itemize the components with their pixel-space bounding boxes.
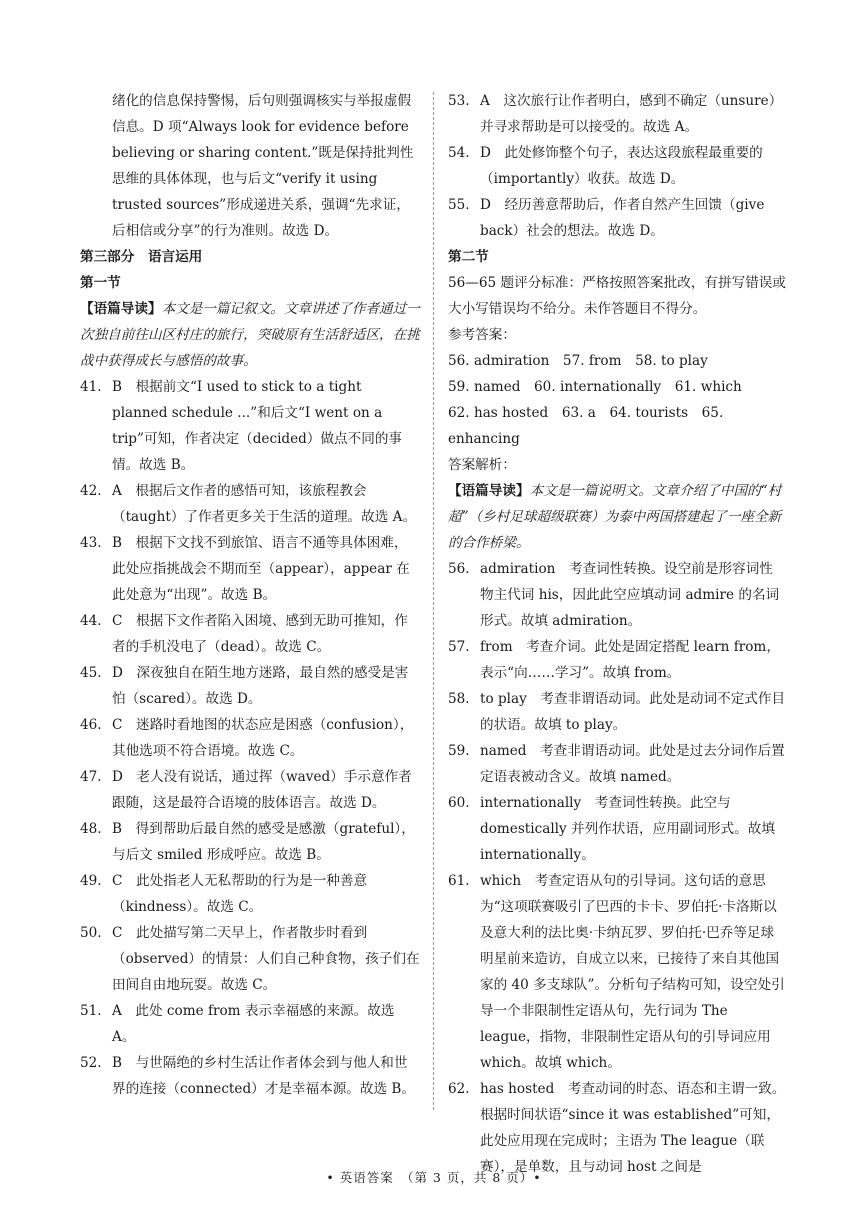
item-explanation: D 经历善意帮助后，作者自然产生回馈（give back）社会的想法。故选 D。 — [480, 197, 765, 239]
answer-list — [80, 374, 420, 1102]
item-number: 48. — [80, 821, 102, 837]
passage-guide — [448, 478, 786, 556]
item-number: 45. — [80, 665, 102, 681]
item-number: 47. — [80, 769, 102, 785]
item-number: 41. — [80, 379, 102, 395]
item-explanation: to play 考查非谓语动词。此处是动词不定式作目的状语。故填 to play。 — [480, 691, 786, 733]
item-number: 62. — [448, 1081, 470, 1097]
continued-paragraph: 绪化的信息保持警惕，后句则强调核实与举报虚假信息。D 项“Always look for evidence before believing or sharing content.”既是保持批判性思维的具体体现，也与后文“verify it using trusted sources”形成递进关系，强调“先求证，后相信或分享”的行为准则。故选 D。 — [112, 93, 414, 239]
part-heading: 第三部分 语言运用 — [80, 249, 203, 265]
answer-item — [80, 1050, 420, 1102]
item-explanation: from 考查介词。此处是固定搭配 learn from，表示“向……学习”。故填 from。 — [480, 639, 780, 681]
answer-item — [80, 660, 420, 712]
guide-label: 【语篇导读】 — [448, 483, 530, 499]
answer-item — [448, 686, 786, 738]
answer-item — [448, 88, 786, 140]
page-footer: • 英语答案 （第 3 页，共 8 页）• — [326, 1170, 542, 1185]
item-number: 46. — [80, 717, 102, 733]
answer-item — [80, 998, 420, 1050]
item-explanation: A 这次旅行让作者明白，感到不确定（unsure）并寻求帮助是可以接受的。故选 A。 — [480, 93, 783, 135]
item-explanation: C 此处指老人无私帮助的行为是一种善意（kindness）。故选 C。 — [112, 873, 368, 915]
answer-item — [448, 738, 786, 790]
item-number: 42. — [80, 483, 102, 499]
item-explanation: B 与世隔绝的乡村生活让作者体会到与他人和世界的连接（connected）才是幸福本源。故选 B。 — [112, 1055, 415, 1097]
item-number: 43. — [80, 535, 102, 551]
item-number: 60. — [448, 795, 470, 811]
answer-item — [80, 868, 420, 920]
item-number: 49. — [80, 873, 102, 889]
item-number: 51. — [80, 1003, 102, 1019]
right-column — [448, 88, 786, 1180]
item-number: 61. — [448, 873, 470, 889]
item-explanation: A 此处 come from 表示幸福感的来源。故选 A。 — [112, 1003, 395, 1045]
item-number: 44. — [80, 613, 102, 629]
item-number: 55. — [448, 197, 470, 213]
item-explanation: B 得到帮助后最自然的感受是感激（grateful），与后文 smiled 形成呼应。故选 B。 — [112, 821, 415, 863]
item-number: 56. — [448, 561, 470, 577]
item-number: 53. — [448, 93, 470, 109]
item-explanation: D 此处修饰整个句子，表达这段旅程最重要的（importantly）收获。故选 D。 — [480, 145, 763, 187]
item-number: 59. — [448, 743, 470, 759]
answer-item — [448, 790, 786, 868]
answer-row: 59. named 60. internationally 61. which — [448, 379, 742, 395]
item-explanation: B 根据前文“I used to stick to a tight planned schedule ...”和后文“I went on a trip”可知，作者决定（decided）做点不同的事情。故选 B。 — [112, 379, 403, 473]
item-explanation: named 考查非谓语动词。此处是过去分词作后置定语表被动含义。故填 named。 — [480, 743, 785, 785]
answer-item — [448, 140, 786, 192]
section-heading: 第二节 — [448, 249, 489, 265]
reference-answers — [448, 348, 786, 452]
section-heading: 第一节 — [80, 275, 121, 291]
answer-item — [448, 1076, 786, 1180]
item-explanation: B 根据下文找不到旅馆、语言不通等具体困难，此处应指挑战会不期而至（appear），appear 在此处意为“出现”。故选 B。 — [112, 535, 410, 603]
item-explanation: C 此处描写第二天早上，作者散步时看到（observed）的情景：人们自己种食物，孩子们在田间自由地玩耍。故选 C。 — [112, 925, 420, 993]
passage-guide — [80, 296, 420, 374]
answer-item — [80, 374, 420, 478]
answer-item — [80, 816, 420, 868]
answer-item — [448, 556, 786, 634]
answer-list — [448, 556, 786, 1180]
item-number: 54. — [448, 145, 470, 161]
reference-label: 参考答案： — [448, 327, 516, 343]
item-explanation: C 迷路时看地图的状态应是困惑（confusion），其他选项不符合语境。故选 C。 — [112, 717, 414, 759]
answer-item — [80, 920, 420, 998]
item-explanation: C 根据下文作者陷入困境、感到无助可推知，作者的手机没电了（dead）。故选 C。 — [112, 613, 408, 655]
item-explanation: A 根据后文作者的感悟可知，该旅程教会（taught）了作者更多关于生活的道理。故选 A。 — [112, 483, 417, 525]
answer-item — [80, 608, 420, 660]
item-explanation: D 老人没有说话，通过挥（waved）手示意作者跟随，这是最符合语境的肢体语言。故选 D。 — [112, 769, 412, 811]
column-divider — [433, 92, 434, 1110]
answer-item — [448, 192, 786, 244]
item-number: 50. — [80, 925, 102, 941]
item-explanation: D 深夜独自在陌生地方迷路，最自然的感受是害怕（scared）。故选 D。 — [112, 665, 409, 707]
answer-item — [80, 478, 420, 530]
item-explanation: admiration 考查词性转换。设空前是形容词性物主代词 his，因此此空应填动词 admire 的名词形式。故填 admiration。 — [480, 561, 780, 629]
answer-item — [448, 868, 786, 1076]
guide-text: 本文是一篇说明文。文章介绍了中国的“村超”（乡村足球超级联赛）为泰中两国搭建起了一座全新的合作桥梁。 — [448, 483, 782, 551]
item-number: 57. — [448, 639, 470, 655]
scoring-rule: 56—65 题评分标准：严格按照答案批改，有拼写错误或大小写错误均不给分。未作答题目不得分。 — [448, 275, 786, 317]
analysis-label: 答案解析： — [448, 457, 516, 473]
answer-row: 56. admiration 57. from 58. to play — [448, 353, 708, 369]
item-explanation: has hosted 考查动词的时态、语态和主谓一致。根据时间状语“since it was established”可知，此处应用现在完成时；主语为 The league（联赛），是单数，且与动词 host 之间是 — [480, 1081, 786, 1175]
answer-item — [80, 712, 420, 764]
answer-row: 62. has hosted 63. a 64. tourists 65. enhancing — [448, 405, 724, 447]
item-number: 58. — [448, 691, 470, 707]
item-number: 52. — [80, 1055, 102, 1071]
answer-list — [448, 88, 786, 244]
item-explanation: which 考查定语从句的引导词。这句话的意思为“这项联赛吸引了巴西的卡卡、罗伯托·卡洛斯以及意大利的法比奥·卡纳瓦罗、罗伯托·巴乔等足球明星前来造访，自成立以来，已接待了来自其他国家的 40 多支球队”。分析句子结构可知，设空处引导一个非限制性定语从句，先行词为 The league，指物，非限制性定语从句的引导词应用 which。故填 which。 — [480, 873, 785, 1071]
answer-item — [80, 764, 420, 816]
left-column — [80, 88, 420, 1102]
item-explanation: internationally 考查词性转换。此空与 domestically 并列作状语，应用副词形式。故填 internationally。 — [480, 795, 775, 863]
answer-item — [448, 634, 786, 686]
answer-item — [80, 530, 420, 608]
guide-text: 本文是一篇记叙文。文章讲述了作者通过一次独自前往山区村庄的旅行，突破原有生活舒适区，在挑战中获得成长与感悟的故事。 — [80, 301, 420, 369]
guide-label: 【语篇导读】 — [80, 301, 162, 317]
